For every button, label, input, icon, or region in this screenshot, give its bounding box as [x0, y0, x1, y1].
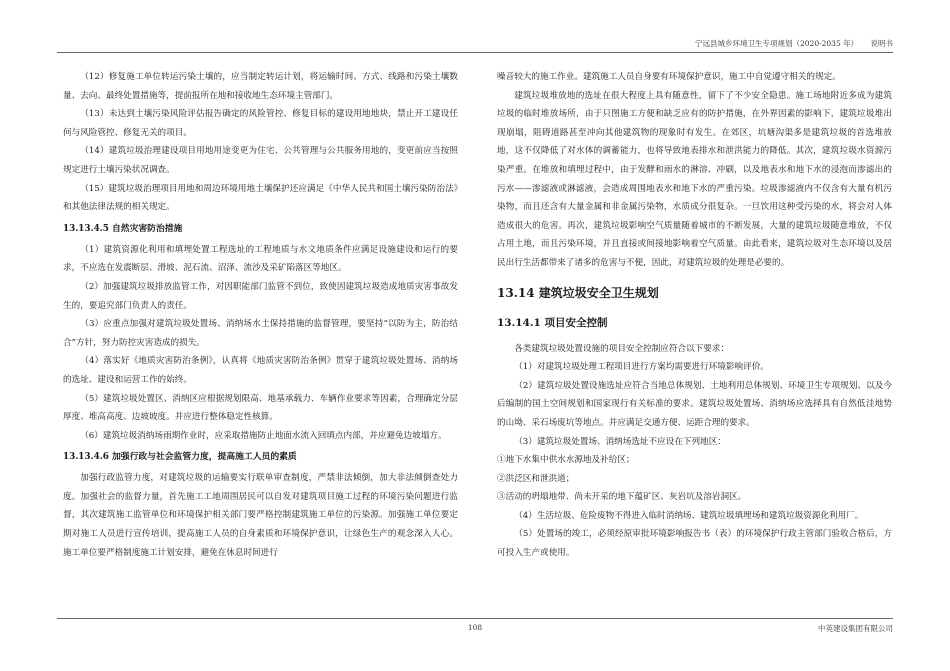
paragraph: 建筑垃圾堆放地的选址在很大程度上具有随意性，留下了不少安全隐患。施工场地附近多成为建筑垃圾的临时堆放场所，由于只图施工方便和缺乏应有的防护措施，在外界因素的影响下，建筑垃圾堆出现崩塌，阻碍道路甚至冲向其他建筑物的现象时有发生。在郊区，坑塘沟渠多是建筑垃圾的首选堆放地，这不仅降低了对水体的调蓄能力，也将导致地表排水和泄洪能力的降低。其次，建筑垃圾水资源污染严重。在堆放和填埋过程中，由于发酵和雨水的淋溶、冲刷，以及地表水和地下水的浸泡而渗滤出的污水——渗滤液或淋滤液，会造成周围地表水和地下水的严重污染。垃圾渗滤液内不仅含有大量有机污染物，而且还含有大量金属和非金属污染物，水质成分很复杂。一旦饮用这种受污染的水，将会对人体造成很大的危害。再次，建筑垃圾影响空气质量随着城市的不断发展，大量的建筑垃圾随意堆放，不仅占用土地，而且污染环境，并且直接或间接地影响着空气质量。由此看来，建筑垃圾对生态环境以及居民出行生活都带来了诸多的危害与不便，因此，对建筑垃圾的处理是必要的。: [497, 90, 892, 268]
paragraph: 各类建筑垃圾处置设施的项目安全控制应符合以下要求：: [514, 343, 730, 354]
list-item: ①地下水集中供水水源地及补给区；: [497, 455, 635, 466]
list-item: ②洪泛区和泄洪道；: [497, 473, 575, 484]
paragraph: 加强行政监管力度，对建筑垃圾的运输要实行联单审查制度，严禁非法倾倒，加大非法倾倒查处力度。加强社会的监督力量，首先施工工地周围居民可以自发对建筑项目施工过程的环境污染问题进行监督，其次建筑施工监管单位和环境保护相关部门要严格控制建筑施工单位的污染源。加强施工单位要定期对施工人员进行宣传培训，提高施工人员的自身素质和环境保护意识，让绿色生产的观念深入人心。施工单位要严格制度施工计划安排，避免在休息时间进行: [63, 473, 458, 558]
paragraph: （15）建筑垃圾治理项目用地和周边环境用地土壤保护还应满足《中华人民共和国土壤污染防治法》和其他法律法规的相关规定。: [63, 183, 458, 213]
page-footer: [57, 618, 893, 633]
heading-disaster-prevention: 13.13.4.5 自然灾害防治措施: [63, 223, 183, 234]
left-column: [63, 68, 458, 562]
paragraph: （3）应重点加强对建筑垃圾处置场、消纳场水土保持措施的监督管理，要坚持“以防为主，防治结合”方针，努力防控灾害造成的损失。: [63, 319, 458, 348]
paragraph: （13）未达到土壤污染风险评估报告确定的风险管控、修复目标的建设用地地块，禁止开工建设任何与风险管控、修复无关的项目。: [63, 109, 458, 138]
list-item: ③活动的坍塌地带、尚未开采的地下蕴矿区、灰岩坑及溶岩洞区。: [497, 492, 747, 503]
right-column: [497, 68, 892, 563]
paragraph: （2）加强建筑垃圾排放监管工作，对因职能部门监管不到位，致使因建筑垃圾造成地质灾害事故发生的，要追究部门负责人的责任。: [63, 281, 458, 311]
page-header: [57, 38, 893, 53]
paragraph: （4）生活垃圾、危险废物不得进入临时消纳场、建筑垃圾填埋场和建筑垃圾资源化利用厂。: [514, 510, 864, 521]
paragraph: （12）修复施工单位转运污染土壤的，应当制定转运计划，将运输时间、方式、线路和污染土壤数量、去向、最终处置措施等，提前报所在地和接收地生态环境主管部门。: [63, 72, 458, 101]
paragraph: （4）落实好《地质灾害防治条例》，认真将《地质灾害防治条例》贯穿于建筑垃圾处置场、消纳场的选址、建设和运营工作的始终。: [63, 356, 458, 385]
paragraph: （5）处置场的竣工，必须经原审批环境影响报告书（表）的环境保护行政主管部门验收合格后，方可投入生产或使用。: [497, 529, 892, 559]
paragraph: （1）建筑资源化利用和填埋处置工程选址的工程地质与水文地质条件应满足设施建设和运行的要求，不应选在发震断层、滑坡、泥石流、沼泽、流沙及采矿陷落区等地区。: [63, 244, 458, 274]
paragraph: （2）建筑垃圾处置设施选址应符合当地总体规划、土地利用总体规划、环境卫生专项规划、以及今后编制的国土空间规划和国家现行有关标准的要求。建筑垃圾处置场、消纳场应选择具有自然低洼地势的山坳、采石场废坑等地点。并应满足交通方便、运距合理的要求。: [497, 380, 892, 428]
paragraph: （14）建筑垃圾治理建设项目用地用途变更为住宅、公共管理与公共服务用地的，变更前应当按照规定进行土壤污染状况调查。: [63, 146, 458, 175]
paragraph: （3）建筑垃圾处置场、消纳场选址不应设在下列地区：: [514, 436, 726, 447]
document-title: 宁远县城乡环境卫生专项规划（2020-2035 年）: [695, 39, 859, 48]
section-title: 13.14 建筑垃圾安全卫生规划: [497, 285, 659, 300]
page-number: 108: [467, 623, 483, 632]
paragraph: （1）对建筑垃圾处理工程项目进行方案均需要进行环境影响评价。: [514, 362, 769, 373]
paragraph: 噪音较大的施工作业。建筑施工人员自身要有环境保护意识，施工中自觉遵守相关的规定。: [497, 72, 841, 82]
subsection-title: 13.14.1 项目安全控制: [497, 316, 608, 329]
paragraph: （6）建筑垃圾消纳场雨期作业时，应采取措施防止地面水流入回填点内部，并应避免边坡塌方。: [80, 430, 447, 441]
paragraph: （5）建筑垃圾处置区、消纳区应根据规划限高、地基承载力、车辆作业要求等因素，合理确定分层厚度、堆高高度、边坡坡度。并应进行整体稳定性核算。: [63, 393, 458, 423]
company-name: 中英建设集团有限公司: [818, 624, 893, 633]
section-label: 说明书: [870, 39, 893, 48]
heading-supervision: 13.13.4.6 加强行政与社会监管力度，提高施工人员的素质: [63, 452, 297, 463]
